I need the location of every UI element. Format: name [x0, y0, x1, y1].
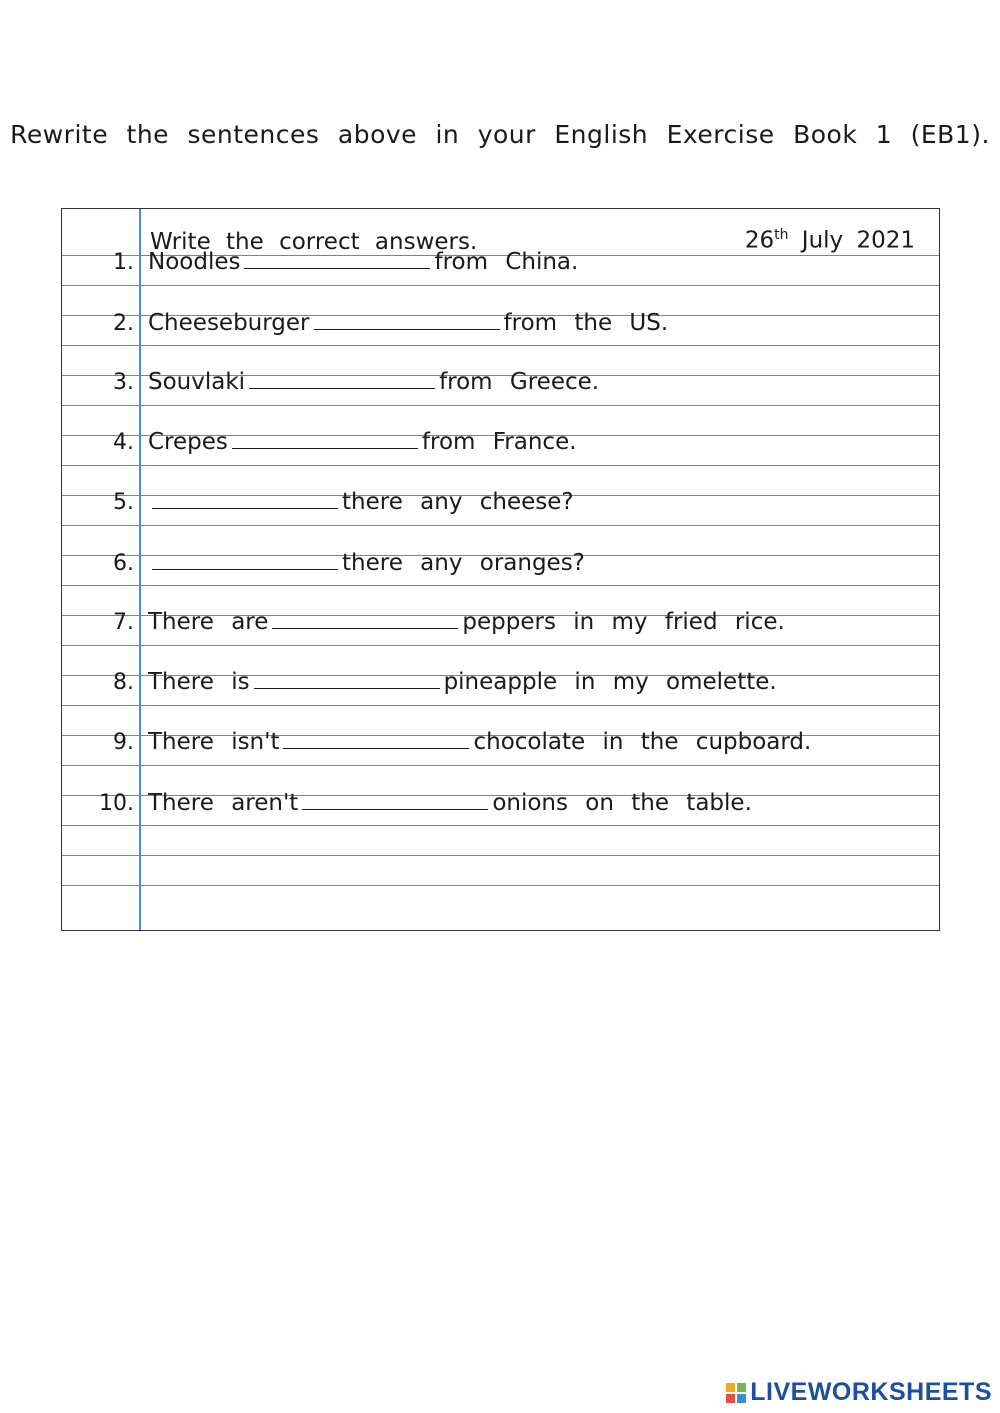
- exercise-item: [62, 723, 939, 757]
- answer-blank[interactable]: [314, 328, 500, 330]
- item-sentence: [148, 790, 752, 816]
- logo-text: LIVEWORKSHEETS: [750, 1378, 992, 1406]
- ruled-line: [62, 705, 939, 706]
- instruction-text: Rewrite the sentences above in your English Exercise Book 1 (EB1).: [10, 120, 990, 149]
- date-suffix: th: [774, 227, 789, 243]
- sentence-start: Noodles: [148, 249, 241, 275]
- item-number: 2.: [113, 311, 134, 336]
- sentence-start: Crepes: [148, 429, 228, 455]
- exercise-item: [62, 663, 939, 697]
- sentence-end: from China.: [434, 249, 579, 275]
- sentence-end: from the US.: [503, 310, 669, 336]
- sentence-end: from France.: [421, 429, 577, 455]
- sentence-start: Souvlaki: [148, 369, 246, 395]
- ruled-line: [62, 855, 939, 856]
- answer-blank[interactable]: [244, 267, 430, 269]
- ruled-line: [62, 405, 939, 406]
- item-number: 7.: [113, 610, 134, 635]
- sentence-end: chocolate in the cupboard.: [473, 729, 812, 755]
- ruled-line: [62, 885, 939, 886]
- item-sentence: [148, 369, 599, 395]
- ruled-line: [62, 465, 939, 466]
- answer-blank[interactable]: [232, 447, 418, 449]
- answer-blank[interactable]: [249, 387, 435, 389]
- sentence-start: There is: [148, 669, 250, 695]
- answer-blank[interactable]: [254, 687, 440, 689]
- item-sentence: [148, 550, 585, 576]
- sentence-end: peppers in my fried rice.: [462, 609, 785, 635]
- sentence-start: There aren't: [148, 790, 299, 816]
- item-number: 5.: [113, 490, 134, 515]
- answer-blank[interactable]: [152, 568, 338, 570]
- item-number: 4.: [113, 430, 134, 455]
- exercise-item: [62, 784, 939, 818]
- exercise-item: [62, 603, 939, 637]
- exercise-item: [62, 483, 939, 517]
- ruled-line: [62, 825, 939, 826]
- lined-paper: [61, 208, 940, 931]
- exercise-item: [62, 423, 939, 457]
- sentence-start: There isn't: [148, 729, 280, 755]
- logo-icon: [726, 1383, 746, 1403]
- logo-square: [737, 1394, 746, 1403]
- date-rest: July 2021: [801, 227, 915, 254]
- date-day: 26: [744, 227, 775, 254]
- sentence-end: there any cheese?: [342, 489, 574, 515]
- exercise-item: [62, 363, 939, 397]
- sentence-start: There are: [148, 609, 269, 635]
- item-number: 6.: [113, 551, 134, 576]
- item-sentence: [148, 609, 785, 635]
- sentence-end: onions on the table.: [492, 790, 752, 816]
- answer-blank[interactable]: [302, 808, 488, 810]
- ruled-line: [62, 345, 939, 346]
- item-number: 8.: [113, 670, 134, 695]
- answer-blank[interactable]: [272, 627, 458, 629]
- logo-square: [726, 1383, 735, 1392]
- sentence-end: pineapple in my omelette.: [443, 669, 777, 695]
- exercise-item: [62, 243, 939, 277]
- item-number: 10.: [99, 791, 134, 816]
- ruled-line: [62, 645, 939, 646]
- exercise-item: [62, 544, 939, 578]
- item-sentence: [148, 669, 777, 695]
- ruled-line: [62, 525, 939, 526]
- logo-square: [737, 1383, 746, 1392]
- item-number: 9.: [113, 730, 134, 755]
- sentence-end: from Greece.: [439, 369, 600, 395]
- answer-blank[interactable]: [283, 747, 469, 749]
- liveworksheets-logo: [726, 1378, 992, 1407]
- answer-blank[interactable]: [152, 507, 338, 509]
- ruled-line: [62, 585, 939, 586]
- item-sentence: [148, 489, 574, 515]
- exercise-item: [62, 304, 939, 338]
- sentence-end: there any oranges?: [342, 550, 585, 576]
- item-sentence: [148, 729, 811, 755]
- ruled-line: [62, 765, 939, 766]
- item-number: 3.: [113, 370, 134, 395]
- logo-square: [726, 1394, 735, 1403]
- item-number: 1.: [113, 250, 134, 275]
- worksheet-heading: Write the correct answers.: [150, 229, 478, 255]
- item-sentence: [148, 310, 668, 336]
- sentence-start: Cheeseburger: [148, 310, 310, 336]
- ruled-line: [62, 285, 939, 286]
- item-sentence: [148, 249, 578, 275]
- item-sentence: [148, 429, 577, 455]
